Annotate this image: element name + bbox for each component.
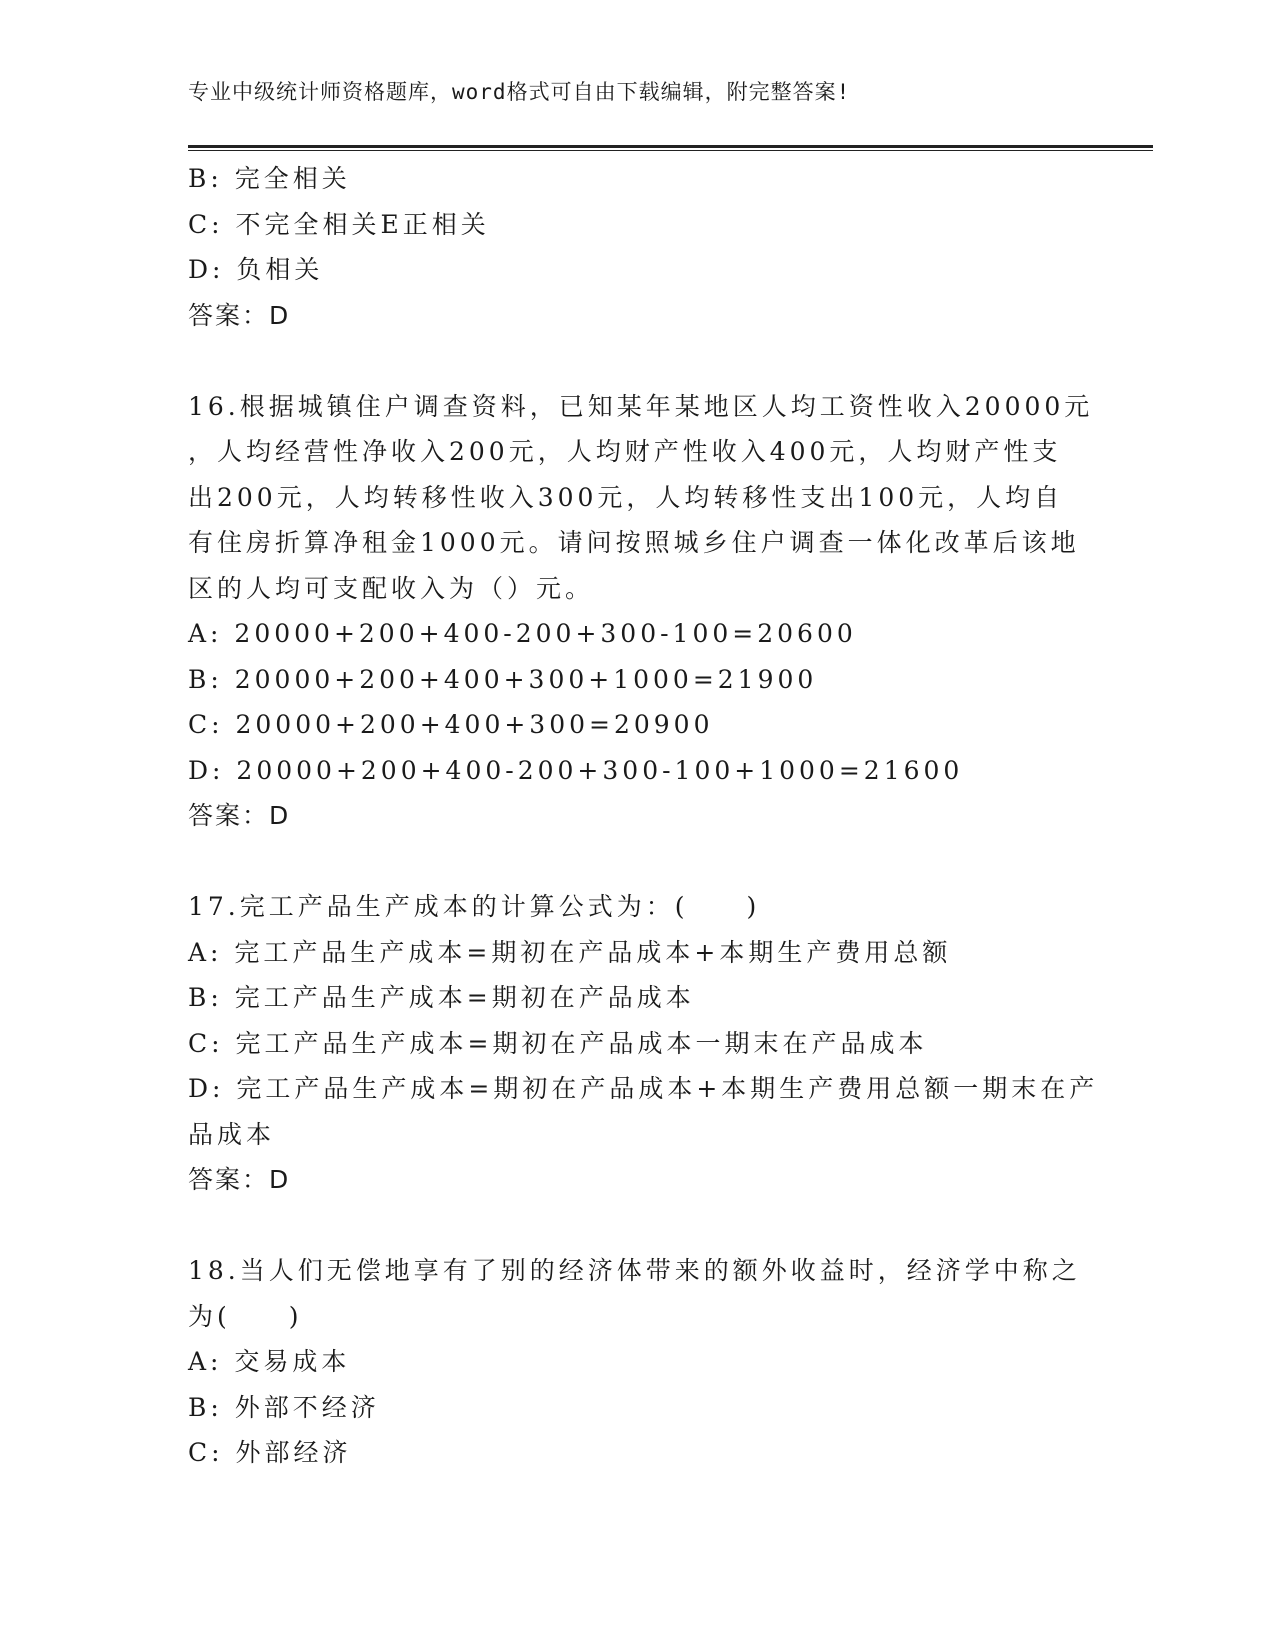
question-block-15 — [188, 156, 1088, 338]
question-block-17 — [188, 884, 1099, 1203]
option-line: A: 交易成本 — [188, 1347, 351, 1376]
option-line: C: 不完全相关E正相关 — [188, 209, 490, 239]
option-line: B: 外部不经济 — [188, 1392, 380, 1422]
question-content — [188, 156, 1099, 1476]
answer-line: 答案：D — [188, 300, 291, 330]
option-line: D: 负相关 — [188, 255, 324, 284]
question-text-line: 为( ) — [188, 1301, 303, 1331]
option-line: B: 完工产品生产成本=期初在产品成本 — [188, 983, 695, 1012]
question-text-line: 17.完工产品生产成本的计算公式为：( ) — [188, 892, 761, 921]
question-text-line: 区的人均可支配收入为（）元。 — [188, 573, 595, 603]
question-block-16 — [188, 384, 1094, 839]
answer-line: 答案：D — [188, 1165, 291, 1194]
header-rule — [188, 145, 1153, 148]
question-text-line: ，人均经营性净收入200元，人均财产性收入400元，人均财产性支 — [188, 437, 1062, 466]
question-text-line: 18.当人们无偿地享有了别的经济体带来的额外收益时，经济学中称之 — [188, 1256, 1081, 1285]
header-rule-thin — [188, 150, 1153, 151]
option-line: C: 20000+200+400+300=20900 — [188, 710, 714, 739]
question-block-18 — [188, 1248, 1088, 1476]
answer-line: 答案：D — [188, 801, 291, 830]
option-line: C: 完工产品生产成本=期初在产品成本一期末在产品成本 — [188, 1028, 928, 1058]
page-header: 专业中级统计师资格题库，word格式可自由下载编辑，附完整答案! — [188, 80, 851, 104]
option-line: A: 20000+200+400-200+300-100=20600 — [188, 619, 857, 648]
option-line: D: 20000+200+400-200+300-100+1000=21600 — [188, 755, 964, 785]
question-text-line: 有住房折算净租金1000元。请问按照城乡住户调查一体化改革后该地 — [188, 528, 1080, 557]
question-text-line: 16.根据城镇住户调查资料，已知某年某地区人均工资性收入20000元 — [188, 391, 1094, 421]
question-text-line: 出200元，人均转移性收入300元，人均转移性支出100元，人均自 — [188, 482, 1064, 512]
option-line: 品成本 — [188, 1119, 276, 1149]
option-line: A: 完工产品生产成本=期初在产品成本+本期生产费用总额 — [188, 937, 952, 967]
option-line: B: 20000+200+400+300+1000=21900 — [188, 664, 818, 694]
option-line: C: 外部经济 — [188, 1438, 352, 1467]
option-line: D: 完工产品生产成本=期初在产品成本+本期生产费用总额一期末在产 — [188, 1074, 1099, 1103]
option-line: B: 完全相关 — [188, 164, 351, 193]
